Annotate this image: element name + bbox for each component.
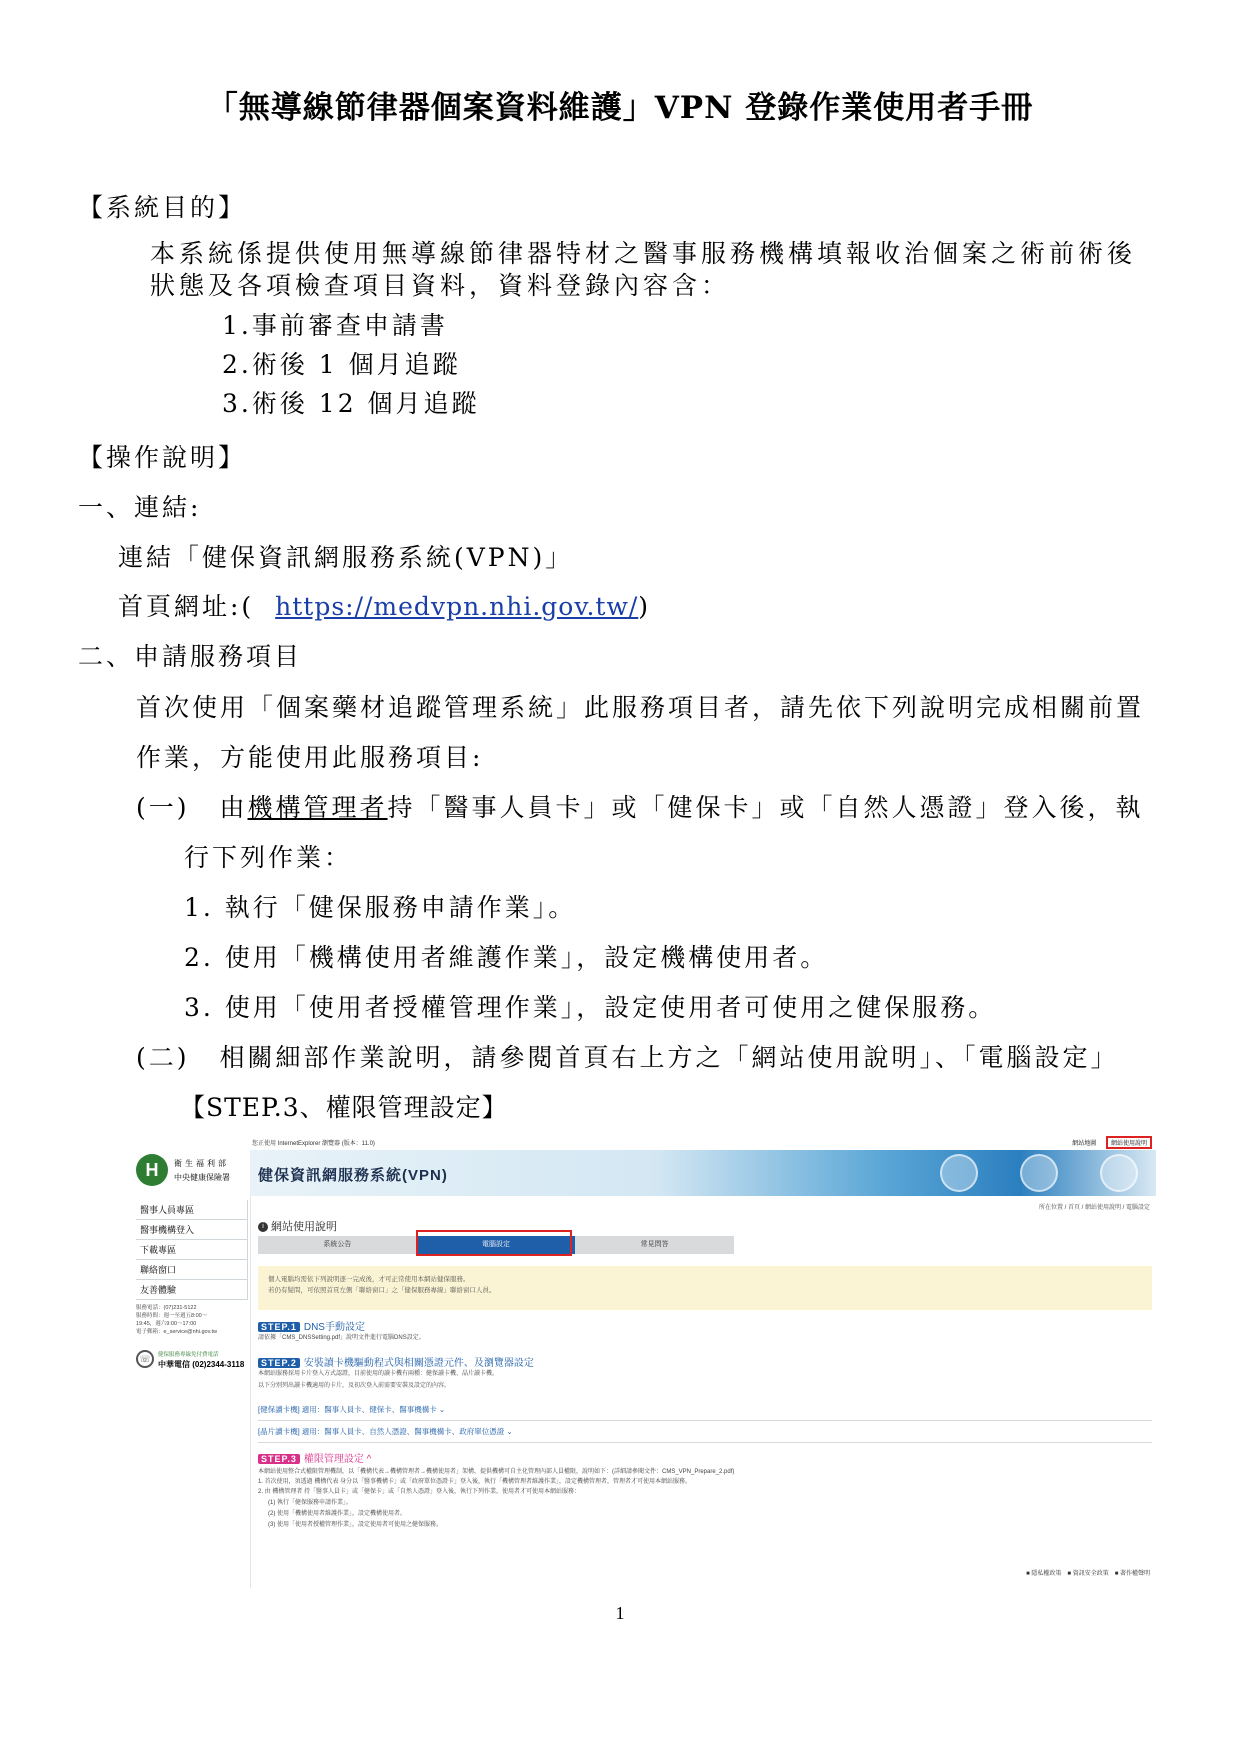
sitemap-link[interactable]: 網站地圖 <box>1072 1141 1097 1147</box>
tab-announcements[interactable]: 系統公告 <box>258 1236 417 1254</box>
ministry-logo <box>136 1152 246 1192</box>
nav-item-download[interactable]: 下載專區 <box>136 1240 248 1260</box>
notice-box <box>258 1266 1152 1310</box>
subsection-1-post: 持「醫事人員卡」或「健保卡」或「自然人憑證」登入後，執 <box>387 793 1144 822</box>
step3-title: 權限管理設定 ^ <box>303 1454 372 1465</box>
purpose-item: 2.術後 1 個月追蹤 <box>222 350 461 379</box>
step3-line: 本網站使用整合式權限管理機制，以「機構代表→機構管理者→機構使用者」架構，提供機構可自主化管理內部人員權限，說明如下：(詳細請參閱文件：CMS_VPN_Prepare_2.pdf) <box>258 1469 735 1475</box>
step3-line: 2. 由 機構管理者 持「醫事人員卡」或「健保卡」或「自然人憑證」登入後，執行下列作業，使用者才可使用本網站服務： <box>258 1489 581 1495</box>
nhi-logo-icon: H <box>136 1154 168 1186</box>
site-footer: ■ 隱私權政策 ■ 資訊安全政策 ■ 著作權聲明 <box>1026 1571 1150 1577</box>
contact-line: 服務時間：週一至週五8:00～ <box>136 1313 208 1319</box>
subsection-1-item: 2. 使用「機構使用者維護作業」，設定機構使用者。 <box>184 943 829 972</box>
hotline <box>136 1348 248 1370</box>
notice-line: 若仍有疑問，可依照首頁左側「聯絡窗口」之「健保服務專線」聯絡窗口人員。 <box>268 1287 496 1294</box>
section-2-intro-2: 作業，方能使用此服務項目: <box>136 743 484 772</box>
step3-line: (1) 執行「健保服務申請作業」。 <box>268 1500 353 1506</box>
step3-caption: 【STEP.3、權限管理設定】 <box>180 1093 508 1122</box>
homepage-url-line <box>118 587 651 623</box>
step3-line: (3) 使用「使用者授權管理作業」，設定使用者可使用之健保服務。 <box>268 1522 443 1528</box>
section-1-heading: 一、連結: <box>78 493 202 522</box>
hotline-label: 健保服務專線免付費電話 <box>158 1352 219 1358</box>
nav-item-staff-zone[interactable]: 醫事人員專區 <box>136 1200 248 1220</box>
url-suffix: ) <box>638 592 652 621</box>
step1-desc: 請依據「CMS_DNSSetting.pdf」說明文件進行電腦DNS設定。 <box>258 1335 425 1341</box>
contact-info <box>136 1304 248 1336</box>
nav-item-institution-login[interactable]: 醫事機構登入 <box>136 1220 248 1240</box>
highlight-box <box>416 1230 572 1256</box>
left-nav <box>136 1200 248 1300</box>
section-1-line: 連結「健保資訊網服務系統(VPN)」 <box>118 543 574 572</box>
accordion-nhi-reader[interactable]: [健保讀卡機] 適用：醫事人員卡、健保卡、醫事機構卡 ⌄ <box>258 1404 1152 1421</box>
stethoscope-icon <box>1100 1154 1138 1192</box>
subsection-2 <box>136 1038 1119 1074</box>
vpn-website-screenshot <box>128 1132 1158 1592</box>
banner-title: 健保資訊網服務系統(VPN) <box>258 1167 448 1184</box>
subsection-1-item: 3. 使用「使用者授權管理作業」，設定使用者可使用之健保服務。 <box>184 993 997 1022</box>
tab-computer-settings[interactable]: 電腦設定 <box>417 1236 576 1254</box>
section-2-heading: 二、申請服務項目 <box>78 642 303 671</box>
accordion-chip-reader[interactable]: [晶片讀卡機] 適用：醫事人員卡、自然人憑證、醫事機構卡、政府單位憑證 ⌄ <box>258 1426 1152 1443</box>
subsection-1-item: 1. 執行「健保服務申請作業」。 <box>184 893 577 922</box>
operation-heading: 【操作說明】 <box>78 443 247 472</box>
document-title: 「無導線節律器個案資料維護」VPN 登錄作業使用者手冊 <box>206 90 1034 126</box>
subsection-2-label: (二) <box>136 1043 190 1072</box>
page-heading <box>258 1218 337 1234</box>
step1-badge: STEP.1 <box>258 1322 300 1332</box>
homepage-link[interactable]: https://medvpn.nhi.gov.tw/ <box>275 592 639 621</box>
contact-line: 電子郵箱：e_service@nhi.gov.tw <box>136 1329 217 1335</box>
step1-title: DNS手動設定 <box>303 1322 365 1333</box>
purpose-line-1: 本系統係提供使用無導線節律器特材之醫事服務機構填報收治個案之術前術後 <box>150 239 1137 268</box>
info-icon: i <box>258 1222 268 1232</box>
subsection-1-line-2: 行下列作業： <box>184 843 353 872</box>
step2-desc: 本網站服務採用卡片登入方式認證，目前使用的讀卡機有兩種：健保讀卡機、晶片讀卡機。 <box>258 1371 499 1377</box>
subsection-1 <box>136 788 1144 824</box>
browser-info: 您正使用 InternetExplorer 瀏覽器 (版本：11.0) <box>252 1141 375 1147</box>
purpose-line-2: 狀態及各項檢查項目資料，資料登錄內容含： <box>150 271 731 300</box>
hotline-number: 中華電信 (02)2344-3118 <box>158 1360 245 1369</box>
subsection-2-text: 相關細部作業說明，請參閱首頁右上方之「網站使用說明」、「電腦設定」 <box>219 1043 1119 1072</box>
url-prefix: 首頁網址:( <box>118 592 255 621</box>
ministry-name-1: 衛生福利部 <box>174 1159 229 1168</box>
purpose-item: 3.術後 12 個月追蹤 <box>222 389 480 418</box>
top-links <box>1072 1136 1152 1149</box>
site-guide-link[interactable]: 網站使用說明 <box>1106 1136 1152 1149</box>
step3-heading[interactable] <box>258 1450 371 1465</box>
ministry-name-2: 中央健康保險署 <box>174 1173 230 1182</box>
nav-item-friendly[interactable]: 友善體驗 <box>136 1280 248 1300</box>
phone-icon: ☏ <box>136 1350 154 1368</box>
purpose-heading: 【系統目的】 <box>78 193 247 222</box>
banner <box>250 1150 1156 1196</box>
step1-heading[interactable] <box>258 1318 365 1333</box>
banner-decoration-icon <box>1020 1154 1058 1192</box>
contact-line: 19:45，週六9:00～17:00 <box>136 1321 197 1327</box>
step2-heading[interactable] <box>258 1354 534 1369</box>
section-2-intro-1: 首次使用「個案藥材追蹤管理系統」此服務項目者，請先依下列說明完成相關前置 <box>136 693 1145 722</box>
page-number: 1 <box>615 1603 625 1623</box>
purpose-item: 1.事前審查申請書 <box>222 311 448 340</box>
notice-line: 個人電腦均需依下列說明逐一完成後，才可正常使用本網站健保服務。 <box>268 1276 470 1283</box>
step2-desc: 以下分別列出讀卡機適用的卡片，及初次登入前需要安裝及設定的內容。 <box>258 1383 451 1389</box>
institution-admin: 機構管理者 <box>247 793 388 822</box>
tab-faq[interactable]: 常見問答 <box>575 1236 734 1254</box>
nav-item-contact[interactable]: 聯絡窗口 <box>136 1260 248 1280</box>
step2-title: 安裝讀卡機驅動程式與相關憑證元件、及瀏覽器設定 <box>303 1358 534 1369</box>
page-heading-text: 網站使用說明 <box>271 1221 337 1233</box>
subsection-1-label: (一) <box>136 793 190 822</box>
banner-decoration-icon <box>940 1154 978 1192</box>
step3-badge: STEP.3 <box>258 1454 300 1464</box>
subsection-1-pre: 由 <box>219 793 248 822</box>
step3-line: 1. 首次使用，須透過 機構代表 身分以「醫事機構卡」或「政府單位憑證卡」登入後，執行「機構管理者維護作業」，設定機構管理者，管理者才可使用本網站服務。 <box>258 1479 692 1485</box>
contact-line: 服務電話：(07)231-5122 <box>136 1305 197 1311</box>
step2-badge: STEP.2 <box>258 1358 300 1368</box>
step3-line: (2) 使用「機構使用者維護作業」，設定機構使用者。 <box>268 1511 407 1517</box>
breadcrumb: 所在位置 / 首頁 / 網站使用說明 / 電腦設定 <box>1038 1205 1150 1211</box>
